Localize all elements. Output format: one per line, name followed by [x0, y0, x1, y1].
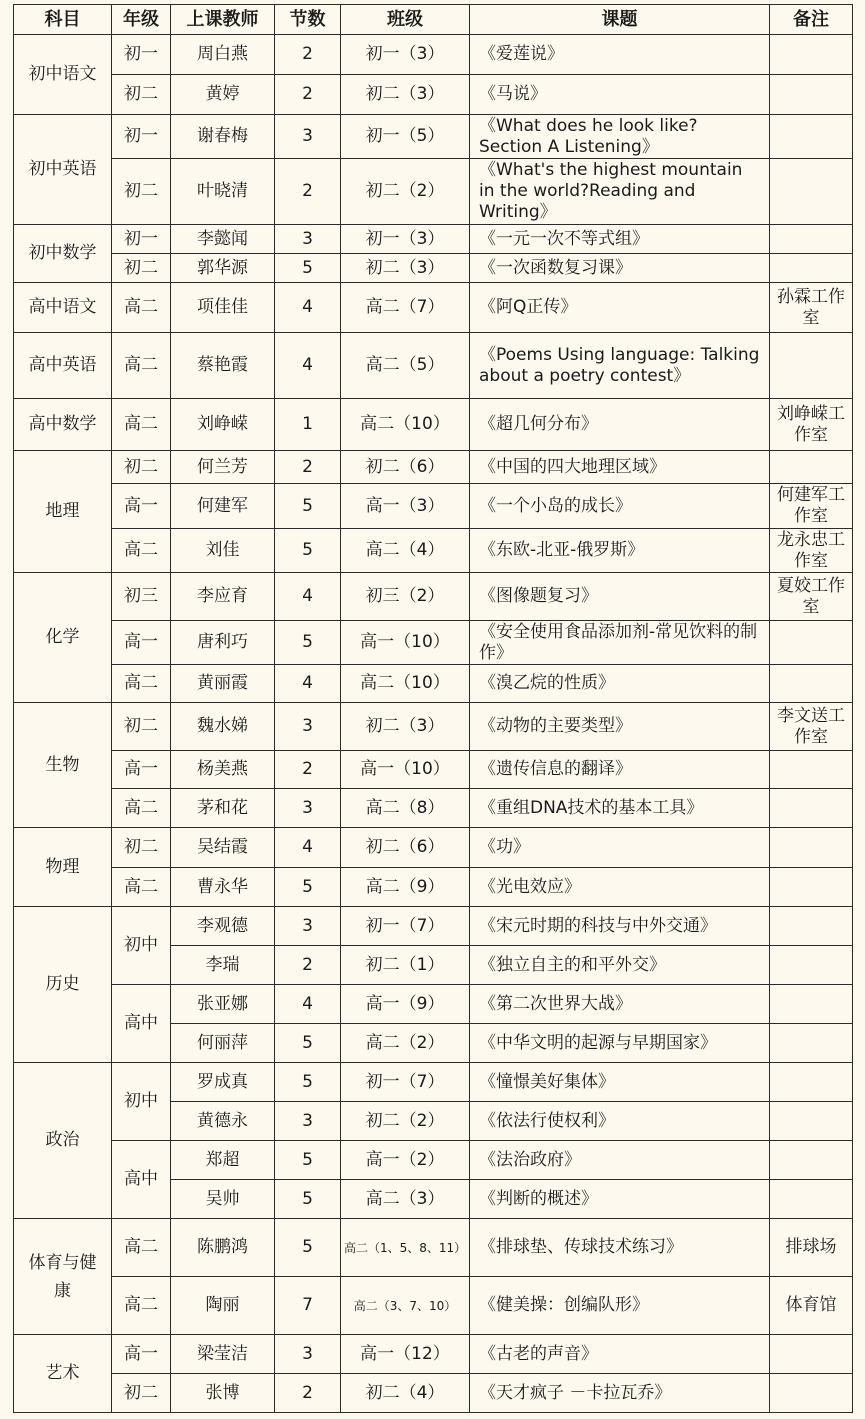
teacher-cell: 项佳佳	[171, 283, 275, 333]
topic-cell: 《动物的主要类型》	[470, 703, 770, 751]
table-row	[14, 1374, 853, 1413]
teacher-cell: 郭华源	[171, 254, 275, 283]
teacher-cell: 杨美燕	[171, 751, 275, 789]
periods-cell: 2	[275, 751, 341, 789]
note-cell	[770, 868, 853, 907]
topic-cell: 《What's the highest mountain in the world?Reading and Writing》	[470, 159, 770, 225]
class-cell: 初二（1）	[341, 946, 470, 985]
note-cell	[770, 621, 853, 665]
topic-cell: 《第二次世界大战》	[470, 985, 770, 1024]
teacher-cell: 唐利巧	[171, 621, 275, 665]
subject-cell: 物理	[14, 828, 112, 907]
topic-cell: 《一元一次不等式组》	[470, 225, 770, 254]
table-row	[14, 254, 853, 283]
periods-cell: 5	[275, 1024, 341, 1063]
periods-cell: 3	[275, 907, 341, 946]
class-cell: 初一（7）	[341, 1063, 470, 1102]
note-cell	[770, 828, 853, 868]
periods-cell: 2	[275, 75, 341, 115]
grade-cell: 高二	[112, 529, 171, 573]
grade-cell: 初一	[112, 35, 171, 75]
table-row	[14, 751, 853, 789]
periods-cell: 4	[275, 665, 341, 703]
topic-cell: 《中华文明的起源与早期国家》	[470, 1024, 770, 1063]
teacher-cell: 谢春梅	[171, 115, 275, 159]
header-grade: 年级	[112, 5, 171, 35]
teacher-cell: 何丽萍	[171, 1024, 275, 1063]
topic-cell: 《法治政府》	[470, 1141, 770, 1180]
teacher-cell: 蔡艳霞	[171, 333, 275, 399]
class-cell: 高二（4）	[341, 529, 470, 573]
subject-cell	[14, 1219, 112, 1335]
note-cell: 孙霖工作室	[770, 283, 853, 333]
subject-cell: 初中数学	[14, 225, 112, 283]
schedule-table	[13, 4, 853, 1413]
topic-cell: 《溴乙烷的性质》	[470, 665, 770, 703]
class-cell: 高二（2）	[341, 1024, 470, 1063]
periods-cell: 5	[275, 868, 341, 907]
table-row	[14, 573, 853, 621]
table-row	[14, 529, 853, 573]
note-cell: 排球场	[770, 1219, 853, 1277]
topic-cell: 《中国的四大地理区域》	[470, 451, 770, 484]
note-cell	[770, 946, 853, 985]
subject-cell: 地理	[14, 451, 112, 573]
teacher-cell: 茅和花	[171, 789, 275, 828]
note-cell	[770, 789, 853, 828]
class-cell: 初二（3）	[341, 703, 470, 751]
class-cell: 高一（10）	[341, 621, 470, 665]
grade-cell: 高一	[112, 1335, 171, 1374]
table-row	[14, 789, 853, 828]
teacher-cell: 何建军	[171, 484, 275, 529]
periods-cell: 5	[275, 1219, 341, 1277]
note-cell	[770, 451, 853, 484]
grade-cell: 高二	[112, 665, 171, 703]
grade-cell: 初一	[112, 115, 171, 159]
note-cell	[770, 1102, 853, 1141]
periods-cell: 5	[275, 254, 341, 283]
teacher-cell: 黄丽霞	[171, 665, 275, 703]
class-cell: 高二（8）	[341, 789, 470, 828]
periods-cell: 2	[275, 159, 341, 225]
note-cell	[770, 35, 853, 75]
periods-cell: 2	[275, 35, 341, 75]
note-cell: 夏姣工作室	[770, 573, 853, 621]
teacher-cell: 张博	[171, 1374, 275, 1413]
teacher-cell: 吴结霞	[171, 828, 275, 868]
class-cell: 初二（2）	[341, 1102, 470, 1141]
class-cell: 高一（10）	[341, 751, 470, 789]
note-cell	[770, 254, 853, 283]
teacher-cell: 魏水娣	[171, 703, 275, 751]
topic-cell: 《东欧-北亚-俄罗斯》	[470, 529, 770, 573]
note-cell	[770, 1335, 853, 1374]
note-cell	[770, 1374, 853, 1413]
class-cell: 初三（2）	[341, 573, 470, 621]
class-cell: 初二（6）	[341, 451, 470, 484]
class-cell: 高一（3）	[341, 484, 470, 529]
class-cell: 初一（3）	[341, 35, 470, 75]
periods-cell: 1	[275, 399, 341, 451]
teacher-cell: 叶晓清	[171, 159, 275, 225]
teacher-cell: 何兰芳	[171, 451, 275, 484]
periods-cell: 4	[275, 283, 341, 333]
table-row	[14, 621, 853, 665]
topic-cell: 《遗传信息的翻译》	[470, 751, 770, 789]
note-cell	[770, 225, 853, 254]
note-cell: 体育馆	[770, 1277, 853, 1335]
grade-cell: 初二	[112, 159, 171, 225]
grade-cell: 高二	[112, 283, 171, 333]
periods-cell: 4	[275, 828, 341, 868]
teacher-cell: 李观德	[171, 907, 275, 946]
topic-cell: 《排球垫、传球技术练习》	[470, 1219, 770, 1277]
teacher-cell: 陈鹏鸿	[171, 1219, 275, 1277]
note-cell	[770, 333, 853, 399]
grade-cell: 初中	[112, 1063, 171, 1141]
teacher-cell: 曹永华	[171, 868, 275, 907]
table-row	[14, 225, 853, 254]
teacher-cell: 刘峥嵘	[171, 399, 275, 451]
teacher-cell: 李应育	[171, 573, 275, 621]
table-row	[14, 115, 853, 159]
note-cell	[770, 985, 853, 1024]
subject-cell: 高中数学	[14, 399, 112, 451]
teacher-cell: 周白燕	[171, 35, 275, 75]
header-subject: 科目	[14, 5, 112, 35]
grade-cell: 高一	[112, 751, 171, 789]
grade-cell: 初二	[112, 254, 171, 283]
class-cell: 高二（9）	[341, 868, 470, 907]
topic-cell: 《独立自主的和平外交》	[470, 946, 770, 985]
periods-cell: 3	[275, 225, 341, 254]
table-row	[14, 35, 853, 75]
teacher-cell: 陶丽	[171, 1277, 275, 1335]
grade-cell: 高一	[112, 621, 171, 665]
header-class: 班级	[341, 5, 470, 35]
grade-cell: 初二	[112, 828, 171, 868]
teacher-cell: 张亚娜	[171, 985, 275, 1024]
note-cell	[770, 159, 853, 225]
table-row	[14, 703, 853, 751]
table-row	[14, 484, 853, 529]
teacher-cell: 刘佳	[171, 529, 275, 573]
note-cell: 李文送工作室	[770, 703, 853, 751]
teacher-cell: 黄德永	[171, 1102, 275, 1141]
topic-cell: 《马说》	[470, 75, 770, 115]
note-cell	[770, 1024, 853, 1063]
periods-cell: 5	[275, 1063, 341, 1102]
note-cell	[770, 115, 853, 159]
grade-cell: 高二	[112, 789, 171, 828]
topic-cell: 《一个小岛的成长》	[470, 484, 770, 529]
periods-cell: 5	[275, 1180, 341, 1219]
note-cell: 龙永忠工作室	[770, 529, 853, 573]
topic-cell: 《健美操：创编队形》	[470, 1277, 770, 1335]
class-cell: 高二（5）	[341, 333, 470, 399]
class-cell: 高一（9）	[341, 985, 470, 1024]
class-cell: 初二（4）	[341, 1374, 470, 1413]
topic-cell: 《光电效应》	[470, 868, 770, 907]
grade-cell: 高中	[112, 985, 171, 1063]
periods-cell: 2	[275, 1374, 341, 1413]
subject-label: 体育与健康	[28, 1252, 97, 1301]
teacher-cell: 郑超	[171, 1141, 275, 1180]
note-cell	[770, 1141, 853, 1180]
subject-cell: 高中语文	[14, 283, 112, 333]
grade-cell: 初一	[112, 225, 171, 254]
periods-cell: 7	[275, 1277, 341, 1335]
table-row	[14, 1219, 853, 1277]
topic-cell: 《Poems Using language: Talking about a poetry contest》	[470, 333, 770, 399]
topic-cell: 《一次函数复习课》	[470, 254, 770, 283]
topic-cell: 《重组DNA技术的基本工具》	[470, 789, 770, 828]
teacher-cell: 李瑞	[171, 946, 275, 985]
table-row	[14, 985, 853, 1024]
class-cell: 高二（10）	[341, 399, 470, 451]
table-row	[14, 1277, 853, 1335]
grade-cell: 高一	[112, 484, 171, 529]
teacher-cell: 吴帅	[171, 1180, 275, 1219]
topic-cell: 《安全使用食品添加剂-常见饮料的制作》	[470, 621, 770, 665]
periods-cell: 3	[275, 1102, 341, 1141]
topic-cell: 《判断的概述》	[470, 1180, 770, 1219]
table-row	[14, 828, 853, 868]
periods-cell: 4	[275, 573, 341, 621]
subject-cell: 初中语文	[14, 35, 112, 115]
teacher-cell: 罗成真	[171, 1063, 275, 1102]
subject-cell: 化学	[14, 573, 112, 703]
class-cell: 高一（2）	[341, 1141, 470, 1180]
note-cell: 何建军工作室	[770, 484, 853, 529]
header-periods: 节数	[275, 5, 341, 35]
note-cell	[770, 907, 853, 946]
class-cell: 高二（1、5、8、11）	[341, 1219, 470, 1277]
class-cell: 初二（3）	[341, 75, 470, 115]
class-cell: 初二（6）	[341, 828, 470, 868]
topic-cell: 《阿Q正传》	[470, 283, 770, 333]
table-row	[14, 1063, 853, 1102]
topic-cell: 《What does he look like? Section A Listening》	[470, 115, 770, 159]
grade-cell: 高二	[112, 333, 171, 399]
teacher-cell: 梁莹洁	[171, 1335, 275, 1374]
subject-cell: 初中英语	[14, 115, 112, 225]
note-cell	[770, 75, 853, 115]
grade-cell: 初二	[112, 451, 171, 484]
periods-cell: 4	[275, 985, 341, 1024]
table-row	[14, 868, 853, 907]
grade-cell: 初三	[112, 573, 171, 621]
class-cell: 高一（12）	[341, 1335, 470, 1374]
periods-cell: 5	[275, 529, 341, 573]
grade-cell: 高二	[112, 1219, 171, 1277]
grade-cell: 高中	[112, 1141, 171, 1219]
note-cell	[770, 665, 853, 703]
table-row	[14, 333, 853, 399]
topic-cell: 《憧憬美好集体》	[470, 1063, 770, 1102]
table-row	[14, 283, 853, 333]
periods-cell: 3	[275, 703, 341, 751]
topic-cell: 《功》	[470, 828, 770, 868]
grade-cell: 初二	[112, 703, 171, 751]
table-row	[14, 1141, 853, 1180]
table-row	[14, 399, 853, 451]
subject-cell: 政治	[14, 1063, 112, 1219]
periods-cell: 5	[275, 484, 341, 529]
subject-cell: 艺术	[14, 1335, 112, 1413]
class-cell: 高二（7）	[341, 283, 470, 333]
subject-cell: 历史	[14, 907, 112, 1063]
topic-cell: 《超几何分布》	[470, 399, 770, 451]
topic-cell: 《依法行使权利》	[470, 1102, 770, 1141]
header-topic: 课题	[470, 5, 770, 35]
class-cell: 高二（3、7、10）	[341, 1277, 470, 1335]
periods-cell: 5	[275, 1141, 341, 1180]
header-row	[14, 5, 853, 35]
class-cell: 初二（2）	[341, 159, 470, 225]
table-row	[14, 451, 853, 484]
note-cell	[770, 751, 853, 789]
class-cell: 高二（10）	[341, 665, 470, 703]
subject-cell: 生物	[14, 703, 112, 828]
table-row	[14, 159, 853, 225]
grade-cell: 初二	[112, 75, 171, 115]
grade-cell: 高二	[112, 399, 171, 451]
note-cell	[770, 1180, 853, 1219]
note-cell	[770, 1063, 853, 1102]
grade-cell: 高二	[112, 868, 171, 907]
teacher-cell: 李懿闻	[171, 225, 275, 254]
grade-cell: 高二	[112, 1277, 171, 1335]
subject-cell: 高中英语	[14, 333, 112, 399]
table-row	[14, 1335, 853, 1374]
topic-cell: 《宋元时期的科技与中外交通》	[470, 907, 770, 946]
table-row	[14, 75, 853, 115]
periods-cell: 2	[275, 946, 341, 985]
periods-cell: 5	[275, 621, 341, 665]
periods-cell: 3	[275, 115, 341, 159]
topic-cell: 《天才疯子 －卡拉瓦乔》	[470, 1374, 770, 1413]
teacher-cell: 黄婷	[171, 75, 275, 115]
topic-cell: 《爱莲说》	[470, 35, 770, 75]
periods-cell: 4	[275, 333, 341, 399]
grade-cell: 初中	[112, 907, 171, 985]
grade-cell: 初二	[112, 1374, 171, 1413]
topic-cell: 《图像题复习》	[470, 573, 770, 621]
periods-cell: 3	[275, 789, 341, 828]
table-row	[14, 665, 853, 703]
class-cell: 初二（3）	[341, 254, 470, 283]
periods-cell: 3	[275, 1335, 341, 1374]
header-teacher: 上课教师	[171, 5, 275, 35]
class-cell: 初一（5）	[341, 115, 470, 159]
class-cell: 初一（3）	[341, 225, 470, 254]
periods-cell: 2	[275, 451, 341, 484]
note-cell: 刘峥嵘工作室	[770, 399, 853, 451]
table-row	[14, 907, 853, 946]
topic-cell: 《古老的声音》	[470, 1335, 770, 1374]
class-cell: 高二（3）	[341, 1180, 470, 1219]
header-note: 备注	[770, 5, 853, 35]
class-cell: 初一（7）	[341, 907, 470, 946]
